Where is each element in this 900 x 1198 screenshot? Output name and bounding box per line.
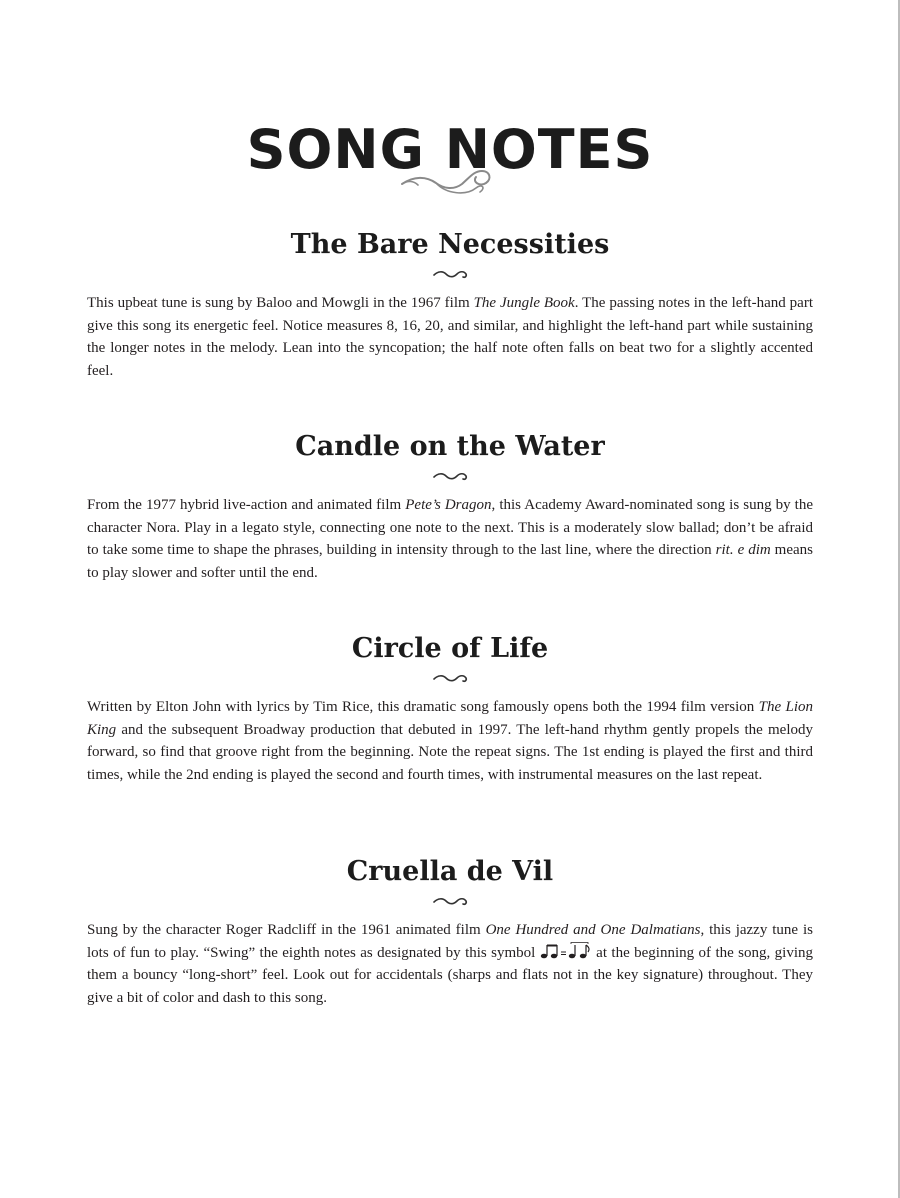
- section-heading: Candle on the Water: [295, 431, 605, 462]
- small-flourish-icon: [432, 672, 468, 684]
- section-body: This upbeat tune is sung by Baloo and Mowgli in the 1967 film The Jungle Book. The passing notes in the left-hand part give this song its energetic feel. Notice measures 8, 16, 20, and similar, and highlight the left-hand part while sustaining the longer notes in the melody. Lean into the syncopation; the half note often falls on beat two for a slightly accented feel.: [87, 295, 813, 379]
- musical-direction: rit. e dim: [715, 542, 771, 559]
- small-flourish-icon: [432, 268, 468, 280]
- section-cruella-de-vil: [87, 855, 813, 1009]
- section-heading: The Bare Necessities: [290, 229, 610, 260]
- small-flourish-icon: [432, 470, 468, 482]
- section-body: From the 1977 hybrid live-action and animated film Pete’s Dragon, this Academy Award-nominated song is sung by the character Nora. Play in a legato style, connecting one note to the next. This is a moderately slow ballad; don’t be afraid to take some time to shape the phrases, building in intensity through to the last line, where the direction rit. e dim means to play slower and softer until the end.: [87, 497, 814, 581]
- scroll-flourish-icon: [400, 166, 494, 198]
- section-heading: Circle of Life: [351, 633, 549, 664]
- section-candle-on-the-water: [87, 430, 813, 584]
- page-title: SONG NOTES: [246, 118, 654, 182]
- section-body: Written by Elton John with lyrics by Tim Rice, this dramatic song famously opens both the 1994 film version The Lion King and the subsequent Broadway production that debuted in 1997. The left-hand rhythm gently propels the melody forward, so find that groove right from the beginning. Note the repeat signs. The 1st ending is played the first and third times, while the 2nd ending is played the second and fourth times, with instrumental measures on the last repeat.: [87, 699, 813, 783]
- film-title: Pete’s Dragon: [405, 497, 492, 513]
- section-bare-necessities: [87, 228, 813, 382]
- small-flourish-icon: [432, 895, 468, 907]
- film-title: One Hundred and One Dalmatians: [485, 922, 701, 938]
- section-heading: Cruella de Vil: [346, 856, 554, 887]
- swing-eighth-notes-icon: [540, 942, 592, 960]
- film-title: The Lion King: [87, 699, 813, 738]
- section-body: Sung by the character Roger Radcliff in the 1961 animated film One Hundred and One Dalmatians, this jazzy tune is lots of fun to play. “Swing” the eighth notes as designated by this symbol at the beginning of the song, giving them a bouncy “long-short” feel. Look out for accidentals (sharps and flats not in the key signature) throughout. They give a bit of color and dash to this song.: [87, 922, 814, 1006]
- section-circle-of-life: [87, 632, 813, 786]
- film-title: The Jungle Book: [473, 295, 575, 311]
